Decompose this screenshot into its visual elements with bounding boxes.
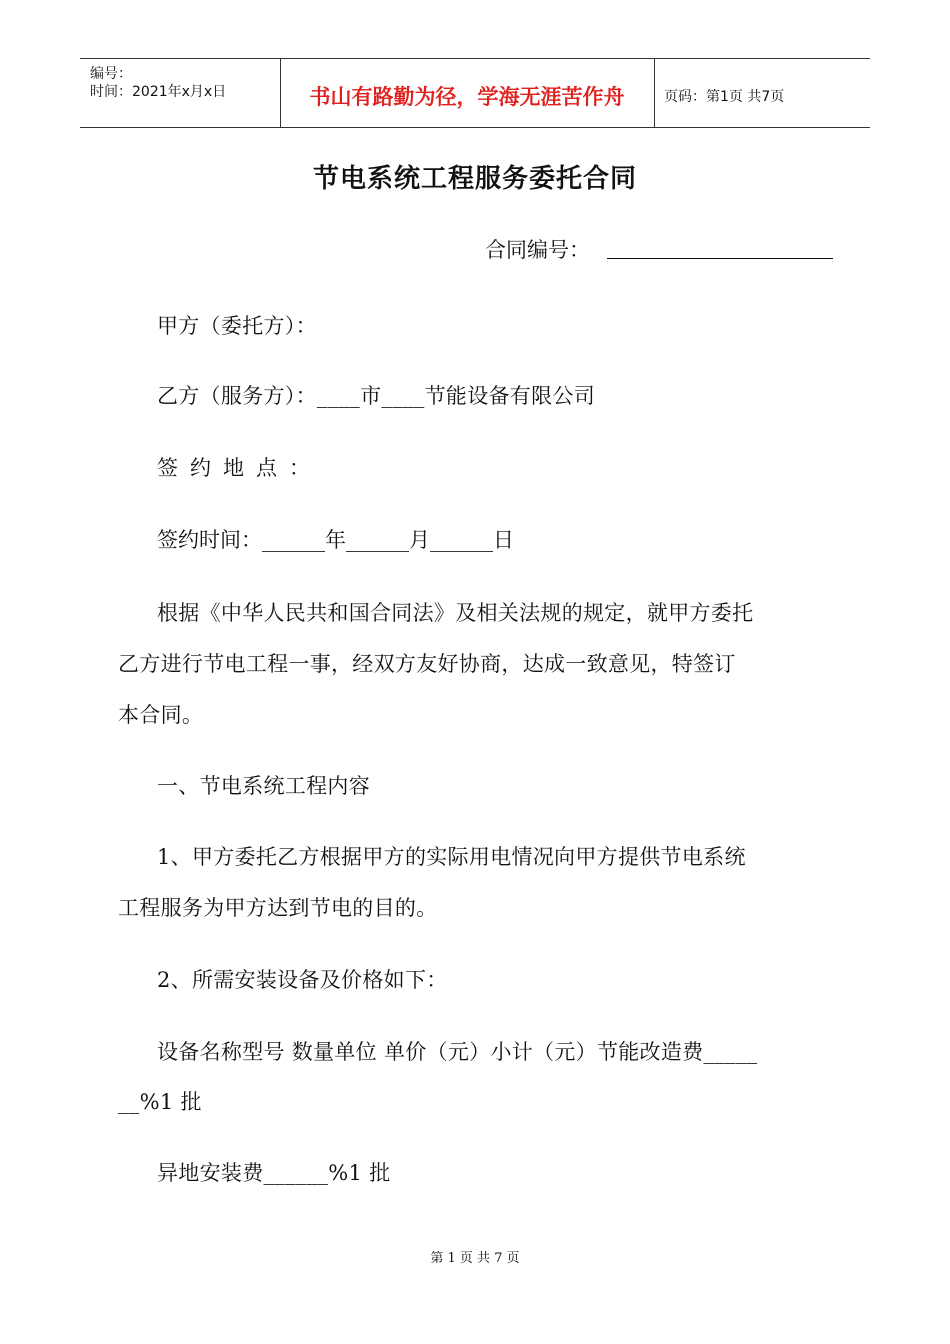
clause-1-line-1: 1、甲方委托乙方根据甲方的实际用电情况向甲方提供节电系统 [157, 845, 746, 869]
contract-number-label: 合同编号： [485, 238, 590, 262]
sign-time-text: 签约时间：______年______月______日 [157, 528, 514, 552]
sign-time-line [157, 524, 514, 554]
contract-title: 节电系统工程服务委托合同 [312, 164, 637, 194]
header-page-cell [654, 59, 870, 127]
document-time-label: 时间：2021年x月x日 [90, 84, 227, 100]
equipment-line-2: __%1 批 [118, 1090, 202, 1114]
remote-install-fee-line: 异地安装费______%1 批 [157, 1161, 391, 1185]
document-number-label: 编号： [90, 66, 132, 82]
preamble-line-1: 根据《中华人民共和国合同法》及相关法规的规定，就甲方委托 [157, 601, 754, 625]
party-a-line: 甲方（委托方）： [157, 314, 317, 338]
contract-number-blank [607, 258, 833, 259]
page-footer: 第 1 页 共 7 页 [430, 1251, 520, 1266]
equipment-line-1: 设备名称型号 数量单位 单价（元）小计（元）节能改造费_____ [157, 1040, 758, 1064]
preamble-line-2: 乙方进行节电工程一事，经双方友好协商，达成一致意见，特签订 [118, 652, 736, 676]
header-motto: 书山有路勤为径，学海无涯苦作舟 [309, 85, 625, 109]
page-header [80, 58, 870, 128]
sign-place-line: 签约地点： [157, 456, 322, 480]
clause-2-line: 2、所需安装设备及价格如下： [157, 968, 448, 992]
header-page-info: 页码：第1页 共7页 [664, 89, 785, 105]
preamble-line-3: 本合同。 [118, 703, 204, 727]
header-motto-cell [280, 59, 655, 127]
party-b-line: 乙方（服务方）：____市____节能设备有限公司 [157, 384, 595, 408]
section-1-heading: 一、节电系统工程内容 [157, 774, 370, 798]
clause-1-line-2: 工程服务为甲方达到节电的目的。 [118, 896, 438, 920]
header-meta-cell [80, 59, 281, 127]
